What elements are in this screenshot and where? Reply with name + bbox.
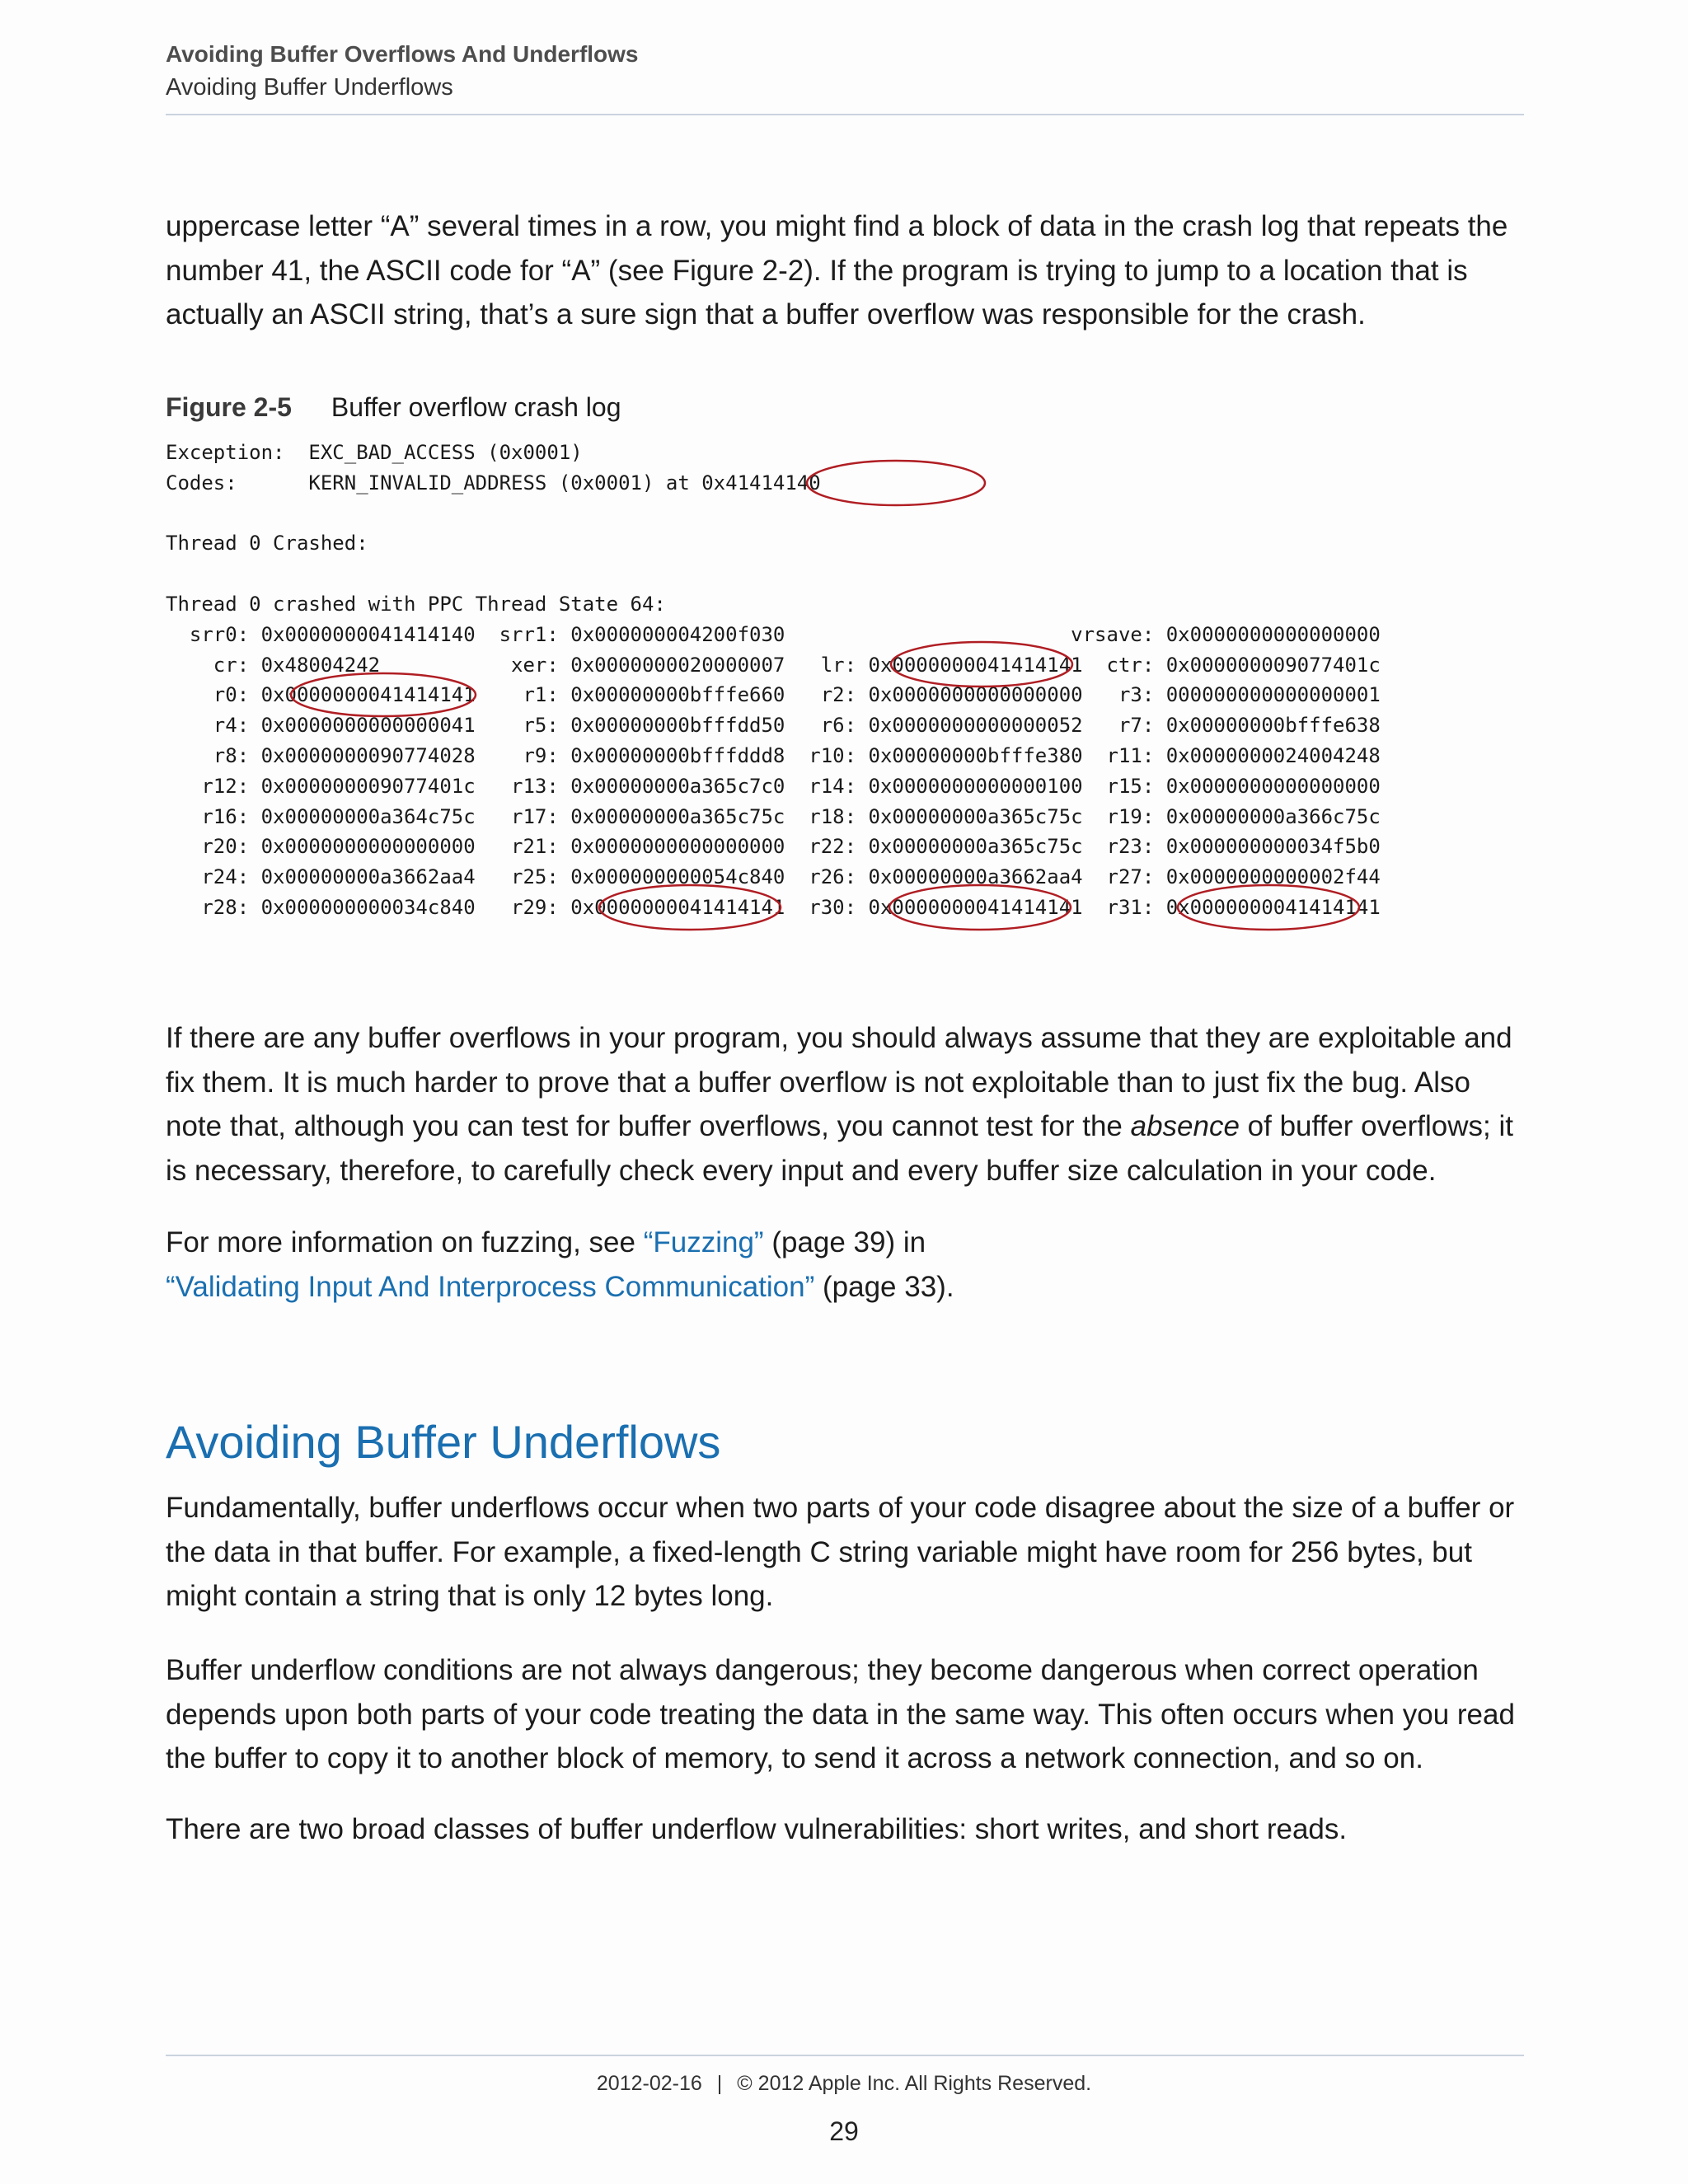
fuzzing-suffix: (page 33). [814, 1270, 954, 1303]
underflow-paragraph-1: Fundamentally, buffer underflows occur when two parts of your code disagree about the size of a buffer or the data in that buffer. For example, a fixed-length C string variable might have room for 256 bytes, but might contain a string that is only 12 bytes long. [166, 1492, 1515, 1612]
log-line: r24: 0x00000000a3662aa4 r25: 0x000000000054c840 r26: 0x00000000a3662aa4 r27: 0x0000000000002f44 [166, 865, 1381, 889]
overflow-paragraph [166, 1016, 1534, 1193]
validating-input-link[interactable]: “Validating Input And Interprocess Communication” [166, 1270, 815, 1303]
footer-copyright: © 2012 Apple Inc. All Rights Reserved. [737, 2072, 1092, 2095]
footer-divider [166, 2055, 1524, 2056]
figure-caption [166, 387, 621, 427]
log-line: r0: 0x0000000041414141 r1: 0x00000000bfffe660 r2: 0x0000000000000000 r3: 000000000000000001 [166, 683, 1381, 707]
log-line: r12: 0x000000009077401c r13: 0x00000000a365c7c0 r14: 0x0000000000000100 r15: 0x0000000000000000 [166, 774, 1381, 798]
header-divider [166, 114, 1524, 115]
log-line: cr: 0x48004242 xer: 0x0000000020000007 lr: 0x0000000041414141 ctr: 0x000000009077401c [166, 653, 1381, 677]
figure-title: Buffer overflow crash log [331, 392, 621, 422]
overflow-emphasis: absence [1130, 1110, 1240, 1142]
fuzzing-link[interactable]: “Fuzzing” [643, 1226, 764, 1258]
overflow-text-1: If there are any buffer overflows in your program, you should always assume that they are exploitable and fix them. It is much harder to prove that a buffer overflow is not exploitable than to just fix the bug. Also note that, although you can test for buffer overflows, you cannot test for the [166, 1022, 1512, 1142]
running-header [166, 38, 1524, 104]
overflow-text-2: of buffer overflows; it is necessary, therefore, to carefully check every input and every buffer size calculation in your code. [166, 1110, 1513, 1187]
log-line: r20: 0x0000000000000000 r21: 0x0000000000000000 r22: 0x00000000a365c75c r23: 0x000000000034f5b0 [166, 835, 1381, 859]
footer-date: 2012-02-16 [596, 2072, 702, 2095]
figure-number: Figure 2-5 [166, 392, 292, 422]
footer-separator: | [716, 2072, 723, 2095]
fuzzing-mid: (page 39) in [763, 1226, 926, 1258]
log-line: r4: 0x0000000000000041 r5: 0x00000000bfffdd50 r6: 0x0000000000000052 r7: 0x00000000bfffe638 [166, 714, 1381, 738]
log-line: r16: 0x00000000a364c75c r17: 0x00000000a365c75c r18: 0x00000000a365c75c r19: 0x00000000a366c75c [166, 804, 1381, 828]
crash-log [166, 438, 1381, 923]
page-number: 29 [829, 2116, 859, 2146]
log-line: r28: 0x000000000034c840 r29: 0x0000000041414141 r30: 0x0000000041414141 r31: 0x0000000041414141 [166, 895, 1381, 919]
log-line: srr0: 0x0000000041414140 srr1: 0x000000004200f030 vrsave: 0x0000000000000000 [166, 622, 1381, 646]
footer [0, 2067, 1688, 2100]
log-line: r8: 0x0000000090774028 r9: 0x00000000bfffddd8 r10: 0x00000000bfffe380 r11: 0x0000000024004248 [166, 743, 1381, 767]
log-line: Thread 0 Crashed: [166, 532, 368, 555]
fuzzing-prefix: For more information on fuzzing, see [166, 1226, 644, 1258]
underflow-paragraph-2: Buffer underflow conditions are not always dangerous; they become dangerous when correct operation depends upon both parts of your code treating the data in the same way. This often occurs when you read the buffer to copy it to another block of memory, to send it across a network connection, and so on. [166, 1654, 1515, 1774]
log-line: Codes: KERN_INVALID_ADDRESS (0x0001) at 0x41414140 [166, 471, 821, 494]
underflow-paragraph-3: There are two broad classes of buffer underflow vulnerabilities: short writes, and short reads. [166, 1813, 1348, 1845]
log-line [166, 499, 1381, 529]
header-chapter-title: Avoiding Buffer Overflows And Underflows [166, 41, 639, 67]
log-line: Exception: EXC_BAD_ACCESS (0x0001) [166, 441, 583, 464]
intro-paragraph: uppercase letter “A” several times in a row, you might find a block of data in the crash log that repeats the number 41, the ASCII code for “A” (see Figure 2-2). If the program is trying to jump to a location that is actually an ASCII string, that’s a sure sign that a buffer overflow was responsible for the crash. [166, 210, 1508, 330]
fuzzing-paragraph [166, 1221, 1534, 1309]
log-line [166, 559, 1381, 589]
header-section-title: Avoiding Buffer Underflows [166, 74, 453, 101]
section-heading: Avoiding Buffer Underflows [166, 1416, 721, 1468]
log-line: Thread 0 crashed with PPC Thread State 64: [166, 592, 666, 616]
